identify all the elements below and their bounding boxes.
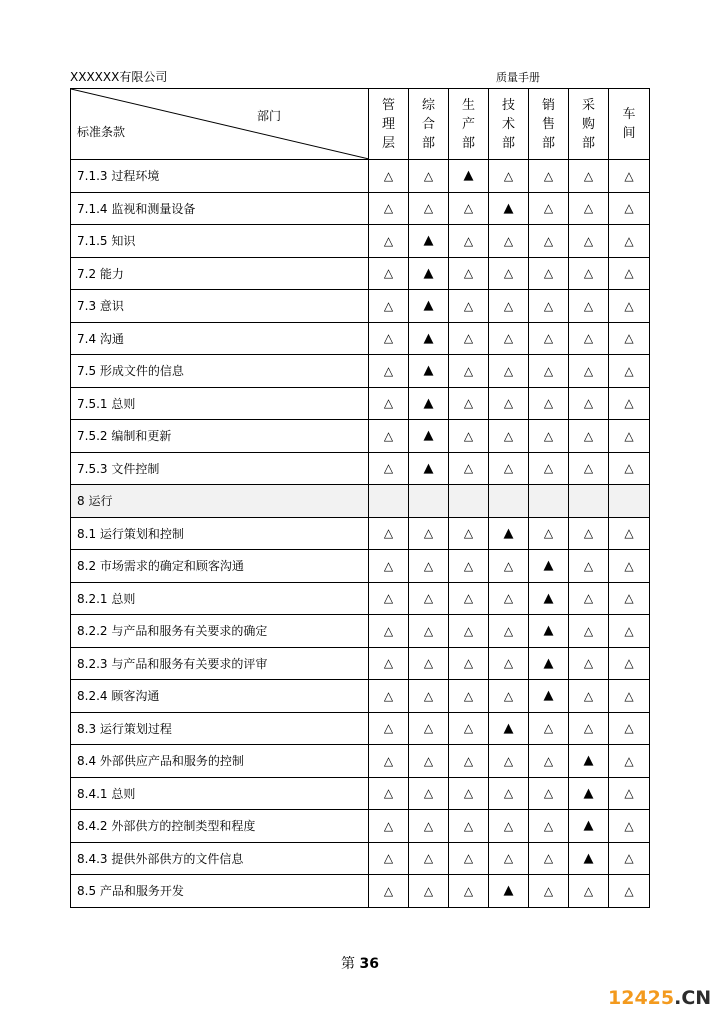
related-mark: △ (449, 745, 489, 778)
related-mark: △ (449, 875, 489, 908)
related-mark: △ (449, 712, 489, 745)
related-mark: △ (569, 192, 609, 225)
related-mark: △ (489, 160, 529, 193)
related-mark: △ (529, 160, 569, 193)
related-mark: △ (529, 842, 569, 875)
department-char: 销 (541, 97, 555, 113)
table-row (71, 420, 650, 453)
related-mark: △ (489, 257, 529, 290)
related-mark: △ (409, 160, 449, 193)
related-mark: △ (529, 810, 569, 843)
responsible-mark: ▲ (489, 517, 529, 550)
department-char: 合 (421, 116, 435, 132)
related-mark: △ (369, 192, 409, 225)
department-char: 部 (501, 135, 515, 151)
department-char: 生 (461, 97, 475, 113)
related-mark: △ (489, 355, 529, 388)
responsible-mark: ▲ (529, 615, 569, 648)
related-mark: △ (369, 647, 409, 680)
department-char: 售 (541, 116, 555, 132)
related-mark: △ (449, 452, 489, 485)
related-mark: △ (569, 387, 609, 420)
clause-label: 8.4.2 外部供方的控制类型和程度 (71, 810, 369, 843)
clause-label: 8.2.1 总则 (71, 582, 369, 615)
related-mark: △ (369, 582, 409, 615)
responsible-mark: ▲ (409, 420, 449, 453)
related-mark: △ (489, 647, 529, 680)
department-char: 部 (581, 135, 595, 151)
related-mark: △ (409, 680, 449, 713)
table-row (71, 387, 650, 420)
clause-label: 8.4.3 提供外部供方的文件信息 (71, 842, 369, 875)
related-mark: △ (529, 420, 569, 453)
related-mark: △ (569, 452, 609, 485)
department-name (489, 96, 528, 153)
section-row (71, 485, 650, 518)
responsible-mark: ▲ (409, 290, 449, 323)
related-mark: △ (449, 517, 489, 550)
department-name (609, 105, 649, 143)
clause-label: 8.1 运行策划和控制 (71, 517, 369, 550)
table-row (71, 842, 650, 875)
related-mark: △ (569, 582, 609, 615)
related-mark: △ (609, 745, 650, 778)
related-mark: △ (569, 160, 609, 193)
related-mark: △ (369, 160, 409, 193)
table-row (71, 257, 650, 290)
related-mark: △ (369, 842, 409, 875)
responsibility-matrix (70, 88, 650, 908)
related-mark: △ (369, 387, 409, 420)
corner-department-label: 部门 (257, 109, 282, 123)
clause-label: 7.2 能力 (71, 257, 369, 290)
department-char: 采 (581, 97, 595, 113)
clause-label: 7.5 形成文件的信息 (71, 355, 369, 388)
related-mark: △ (569, 647, 609, 680)
responsible-mark: ▲ (409, 225, 449, 258)
corner-clause-label: 标准条款 (77, 125, 126, 139)
related-mark: △ (569, 225, 609, 258)
clause-label: 7.5.3 文件控制 (71, 452, 369, 485)
related-mark: △ (609, 420, 650, 453)
empty-cell (369, 485, 409, 518)
department-header (489, 89, 529, 160)
related-mark: △ (609, 257, 650, 290)
clause-label: 8.5 产品和服务开发 (71, 875, 369, 908)
related-mark: △ (609, 160, 650, 193)
related-mark: △ (449, 810, 489, 843)
related-mark: △ (609, 615, 650, 648)
related-mark: △ (449, 680, 489, 713)
related-mark: △ (609, 647, 650, 680)
related-mark: △ (489, 745, 529, 778)
table-row (71, 225, 650, 258)
related-mark: △ (369, 420, 409, 453)
department-name (369, 96, 408, 153)
related-mark: △ (569, 550, 609, 583)
responsible-mark: ▲ (569, 777, 609, 810)
responsible-mark: ▲ (529, 680, 569, 713)
related-mark: △ (569, 322, 609, 355)
clause-label: 7.5.1 总则 (71, 387, 369, 420)
clause-label: 7.3 意识 (71, 290, 369, 323)
clause-label: 8.3 运行策划过程 (71, 712, 369, 745)
related-mark: △ (489, 842, 529, 875)
empty-cell (569, 485, 609, 518)
clause-label: 8.2 市场需求的确定和顾客沟通 (71, 550, 369, 583)
clause-label: 7.4 沟通 (71, 322, 369, 355)
related-mark: △ (449, 550, 489, 583)
table-row (71, 680, 650, 713)
responsible-mark: ▲ (569, 842, 609, 875)
related-mark: △ (409, 192, 449, 225)
related-mark: △ (409, 517, 449, 550)
related-mark: △ (569, 420, 609, 453)
table-row (71, 355, 650, 388)
related-mark: △ (529, 777, 569, 810)
department-char: 产 (461, 116, 475, 132)
page-number (0, 953, 720, 973)
responsible-mark: ▲ (409, 257, 449, 290)
department-char: 部 (541, 135, 555, 151)
department-char: 车 (622, 107, 636, 122)
related-mark: △ (489, 615, 529, 648)
department-header (529, 89, 569, 160)
watermark-number: 12425 (608, 987, 675, 1009)
related-mark: △ (489, 582, 529, 615)
related-mark: △ (449, 257, 489, 290)
related-mark: △ (569, 680, 609, 713)
related-mark: △ (609, 355, 650, 388)
responsible-mark: ▲ (569, 745, 609, 778)
related-mark: △ (609, 192, 650, 225)
related-mark: △ (489, 680, 529, 713)
related-mark: △ (449, 290, 489, 323)
department-name (569, 96, 608, 153)
manual-title: 质量手册 (496, 71, 540, 84)
related-mark: △ (369, 225, 409, 258)
table-row (71, 160, 650, 193)
department-char: 术 (501, 116, 515, 132)
related-mark: △ (609, 225, 650, 258)
related-mark: △ (449, 842, 489, 875)
table-row (71, 875, 650, 908)
responsible-mark: ▲ (489, 712, 529, 745)
related-mark: △ (609, 550, 650, 583)
related-mark: △ (369, 777, 409, 810)
related-mark: △ (369, 452, 409, 485)
related-mark: △ (569, 875, 609, 908)
clause-label: 8.2.2 与产品和服务有关要求的确定 (71, 615, 369, 648)
table-row (71, 322, 650, 355)
table-row (71, 550, 650, 583)
related-mark: △ (529, 712, 569, 745)
related-mark: △ (609, 517, 650, 550)
related-mark: △ (609, 777, 650, 810)
related-mark: △ (489, 290, 529, 323)
table-row (71, 615, 650, 648)
department-char: 管 (381, 97, 395, 113)
department-name (449, 96, 488, 153)
related-mark: △ (369, 745, 409, 778)
related-mark: △ (529, 322, 569, 355)
related-mark: △ (489, 420, 529, 453)
empty-cell (529, 485, 569, 518)
department-char: 部 (421, 135, 435, 151)
department-char: 部 (461, 135, 475, 151)
related-mark: △ (409, 875, 449, 908)
related-mark: △ (489, 777, 529, 810)
department-header (409, 89, 449, 160)
related-mark: △ (489, 452, 529, 485)
related-mark: △ (369, 550, 409, 583)
related-mark: △ (449, 647, 489, 680)
department-char: 综 (421, 97, 435, 113)
department-name (409, 96, 448, 153)
related-mark: △ (569, 290, 609, 323)
responsible-mark: ▲ (529, 550, 569, 583)
responsible-mark: ▲ (489, 192, 529, 225)
responsible-mark: ▲ (409, 452, 449, 485)
related-mark: △ (609, 452, 650, 485)
responsible-mark: ▲ (569, 810, 609, 843)
related-mark: △ (489, 322, 529, 355)
related-mark: △ (409, 745, 449, 778)
clause-label: 8 运行 (71, 485, 369, 518)
related-mark: △ (449, 387, 489, 420)
related-mark: △ (369, 290, 409, 323)
header-row (71, 89, 650, 160)
related-mark: △ (609, 810, 650, 843)
related-mark: △ (449, 420, 489, 453)
clause-label: 7.1.4 监视和测量设备 (71, 192, 369, 225)
page-value: 36 (359, 956, 379, 972)
clause-label: 8.2.3 与产品和服务有关要求的评审 (71, 647, 369, 680)
department-header (449, 89, 489, 160)
related-mark: △ (449, 355, 489, 388)
related-mark: △ (409, 647, 449, 680)
department-header (369, 89, 409, 160)
related-mark: △ (409, 550, 449, 583)
responsible-mark: ▲ (409, 322, 449, 355)
related-mark: △ (409, 842, 449, 875)
empty-cell (409, 485, 449, 518)
related-mark: △ (409, 810, 449, 843)
related-mark: △ (609, 387, 650, 420)
related-mark: △ (529, 257, 569, 290)
related-mark: △ (369, 712, 409, 745)
department-char: 间 (622, 126, 636, 141)
related-mark: △ (409, 712, 449, 745)
related-mark: △ (609, 582, 650, 615)
related-mark: △ (369, 322, 409, 355)
related-mark: △ (569, 257, 609, 290)
related-mark: △ (369, 680, 409, 713)
table-row (71, 192, 650, 225)
related-mark: △ (409, 615, 449, 648)
clause-label: 8.2.4 顾客沟通 (71, 680, 369, 713)
clause-label: 7.1.5 知识 (71, 225, 369, 258)
responsible-mark: ▲ (529, 647, 569, 680)
table-row (71, 810, 650, 843)
related-mark: △ (529, 290, 569, 323)
clause-label: 8.4.1 总则 (71, 777, 369, 810)
department-name (529, 96, 568, 153)
related-mark: △ (569, 517, 609, 550)
department-char: 层 (381, 135, 395, 151)
clause-label: 7.1.3 过程环境 (71, 160, 369, 193)
related-mark: △ (529, 355, 569, 388)
table-row (71, 452, 650, 485)
related-mark: △ (369, 257, 409, 290)
related-mark: △ (409, 777, 449, 810)
related-mark: △ (409, 582, 449, 615)
department-char: 购 (581, 116, 595, 132)
related-mark: △ (529, 225, 569, 258)
table-row (71, 582, 650, 615)
watermark-suffix: .CN (674, 987, 712, 1009)
related-mark: △ (489, 810, 529, 843)
department-header (569, 89, 609, 160)
clause-label: 8.4 外部供应产品和服务的控制 (71, 745, 369, 778)
related-mark: △ (609, 322, 650, 355)
related-mark: △ (609, 290, 650, 323)
table-row (71, 712, 650, 745)
related-mark: △ (369, 810, 409, 843)
related-mark: △ (449, 777, 489, 810)
related-mark: △ (529, 745, 569, 778)
corner-cell (71, 89, 369, 160)
responsible-mark: ▲ (409, 355, 449, 388)
department-header (609, 89, 650, 160)
related-mark: △ (529, 192, 569, 225)
related-mark: △ (449, 322, 489, 355)
responsible-mark: ▲ (489, 875, 529, 908)
responsible-mark: ▲ (409, 387, 449, 420)
related-mark: △ (449, 225, 489, 258)
department-char: 技 (501, 97, 515, 113)
related-mark: △ (529, 387, 569, 420)
related-mark: △ (449, 192, 489, 225)
related-mark: △ (489, 387, 529, 420)
related-mark: △ (609, 842, 650, 875)
related-mark: △ (609, 875, 650, 908)
responsible-mark: ▲ (529, 582, 569, 615)
related-mark: △ (569, 615, 609, 648)
table-row (71, 647, 650, 680)
responsible-mark: ▲ (449, 160, 489, 193)
watermark-logo (608, 987, 711, 1009)
related-mark: △ (489, 225, 529, 258)
table-row (71, 777, 650, 810)
table-row (71, 290, 650, 323)
related-mark: △ (369, 517, 409, 550)
company-name: XXXXXX有限公司 (70, 70, 168, 84)
related-mark: △ (609, 680, 650, 713)
related-mark: △ (369, 355, 409, 388)
related-mark: △ (369, 875, 409, 908)
table-row (71, 745, 650, 778)
related-mark: △ (369, 615, 409, 648)
clause-label: 7.5.2 编制和更新 (71, 420, 369, 453)
department-char: 理 (381, 116, 395, 132)
related-mark: △ (489, 550, 529, 583)
related-mark: △ (529, 875, 569, 908)
empty-cell (489, 485, 529, 518)
empty-cell (609, 485, 650, 518)
related-mark: △ (449, 582, 489, 615)
related-mark: △ (529, 452, 569, 485)
related-mark: △ (609, 712, 650, 745)
related-mark: △ (529, 517, 569, 550)
page-prefix: 第 (341, 956, 356, 972)
related-mark: △ (569, 712, 609, 745)
table-row (71, 517, 650, 550)
related-mark: △ (449, 615, 489, 648)
empty-cell (449, 485, 489, 518)
related-mark: △ (569, 355, 609, 388)
